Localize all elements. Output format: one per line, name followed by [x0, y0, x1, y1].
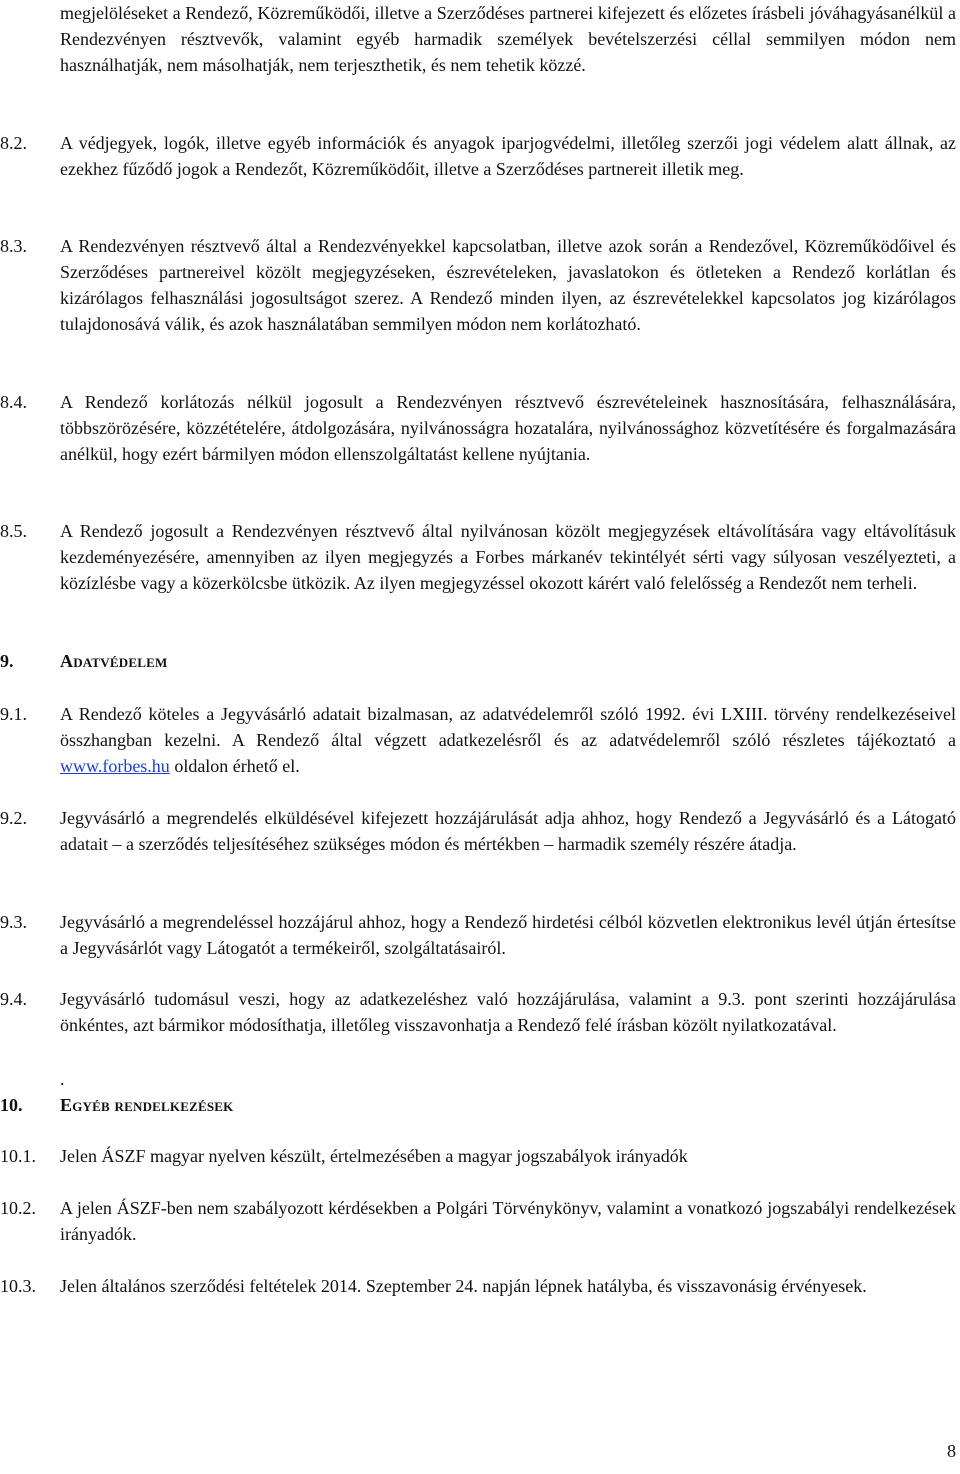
heading-title: Egyéb rendelkezések: [60, 1095, 234, 1115]
intro-paragraph: megjelöléseket a Rendező, Közreműködői, illetve a Szerződéses partnerei kifejezett és előzetes írásbeli jóváhagyásanélkül a Rendezvényen résztvevők, valamint egyéb harmadik személyek bevételszerzési céllal semmilyen módon nem használhatják, nem másolhatják, nem terjeszthetik, és nem tehetik közzé.: [60, 3, 956, 75]
heading-number: 10.: [0, 1095, 23, 1115]
section-text: Jelen általános szerződési feltételek 2014. Szeptember 24. napján lépnek hatályba, és visszavonásig érvényesek.: [60, 1276, 867, 1296]
section-text: A Rendező korlátozás nélkül jogosult a Rendezvényen résztvevő észrevételeinek hasznosítására, felhasználására, többszörözésére, közzétételére, átdolgozására, nyilvánosságra hozatalára, nyilvánossághoz közvetítésére és forgalmazására anélkül, hogy ezért bármilyen módon ellenszolgáltatást kellene nyújtania.: [60, 392, 956, 464]
section-number: 9.2.: [0, 808, 27, 828]
section-number: 9.4.: [0, 989, 27, 1009]
section-number: 8.2.: [0, 133, 27, 153]
section-text-part: A Rendező köteles a Jegyvásárló adatait bizalmasan, az adatvédelemről szóló 1992. évi LXIII. törvény rendelkezéseivel összhangban kezelni. A Rendező által végzett adatkezelésről és az adatvédelemről szóló részletes tájékoztató a: [60, 704, 956, 750]
section-number: 8.4.: [0, 392, 27, 412]
heading-title: Adatvédelem: [60, 651, 168, 671]
forbes-link[interactable]: www.forbes.hu: [60, 756, 170, 776]
section-text: [60, 701, 956, 779]
section-text-part: oldalon érhető el.: [169, 756, 300, 776]
page-number: 8: [947, 1441, 956, 1461]
section-text: A jelen ÁSZF-ben nem szabályozott kérdésekben a Polgári Törvénykönyv, valamint a vonatkozó jogszabályi rendelkezések irányadók.: [60, 1198, 956, 1244]
section-number: 10.3.: [0, 1276, 36, 1296]
section-text: A Rendezvényen résztvevő által a Rendezvényekkel kapcsolatban, illetve azok során a Rendezővel, Közreműködőivel és Szerződéses partnereivel közölt megjegyzéseken, észrevételeken, javaslatokon és ötleteken a Rendező korlátlan és kizárólagos felhasználási jogosultságot szerez. A Rendező minden ilyen, az észrevételekkel kapcsolatos jog kizárólagos tulajdonosává válik, és azok használatában semmilyen módon nem korlátozható.: [60, 236, 956, 334]
section-number: 9.1.: [0, 704, 27, 724]
heading-number: 9.: [0, 651, 14, 671]
section-number: 10.1.: [0, 1146, 36, 1166]
section-number: 8.5.: [0, 521, 27, 541]
section-text: Jegyvásárló a megrendeléssel hozzájárul ahhoz, hogy a Rendező hirdetési célból közvetlen elektronikus levél útján értesítse a Jegyvásárlót vagy Látogatót a termékeiről, szolgáltatásairól.: [60, 912, 956, 958]
section-text: Jegyvásárló tudomásul veszi, hogy az adatkezeléshez való hozzájárulása, valamint a 9.3. pont szerinti hozzájárulása önkéntes, azt bármikor módosíthatja, illetőleg visszavonhatja a Rendező felé írásban közölt nyilatkozatával.: [60, 989, 956, 1035]
stray-dot: .: [60, 1069, 65, 1089]
section-text: A Rendező jogosult a Rendezvényen résztvevő által nyilvánosan közölt megjegyzések eltávolítására vagy eltávolításuk kezdeményezésére, amennyiben az ilyen megjegyzés a Forbes márkanév tekintélyét sérti vagy súlyosan veszélyezteti, a közízlésbe vagy a közerkölcsbe ütközik. Az ilyen megjegyzéssel okozott kárért való felelősség a Rendezőt nem terheli.: [60, 521, 956, 593]
section-text: Jegyvásárló a megrendelés elküldésével kifejezett hozzájárulását adja ahhoz, hogy Rendező a Jegyvásárló és a Látogató adatait – a szerződés teljesítéséhez szükséges módon és mértékben – harmadik személy részére átadja.: [60, 808, 956, 854]
section-number: 9.3.: [0, 912, 27, 932]
section-text: Jelen ÁSZF magyar nyelven készült, értelmezésében a magyar jogszabályok irányadók: [60, 1146, 688, 1166]
section-number: 8.3.: [0, 236, 27, 256]
section-text: A védjegyek, logók, illetve egyéb információk és anyagok iparjogvédelmi, illetőleg szerzői jogi védelem alatt állnak, az ezekhez fűződő jogok a Rendezőt, Közreműködőit, illetve a Szerződéses partnereit illetik meg.: [60, 133, 956, 179]
section-number: 10.2.: [0, 1198, 36, 1218]
